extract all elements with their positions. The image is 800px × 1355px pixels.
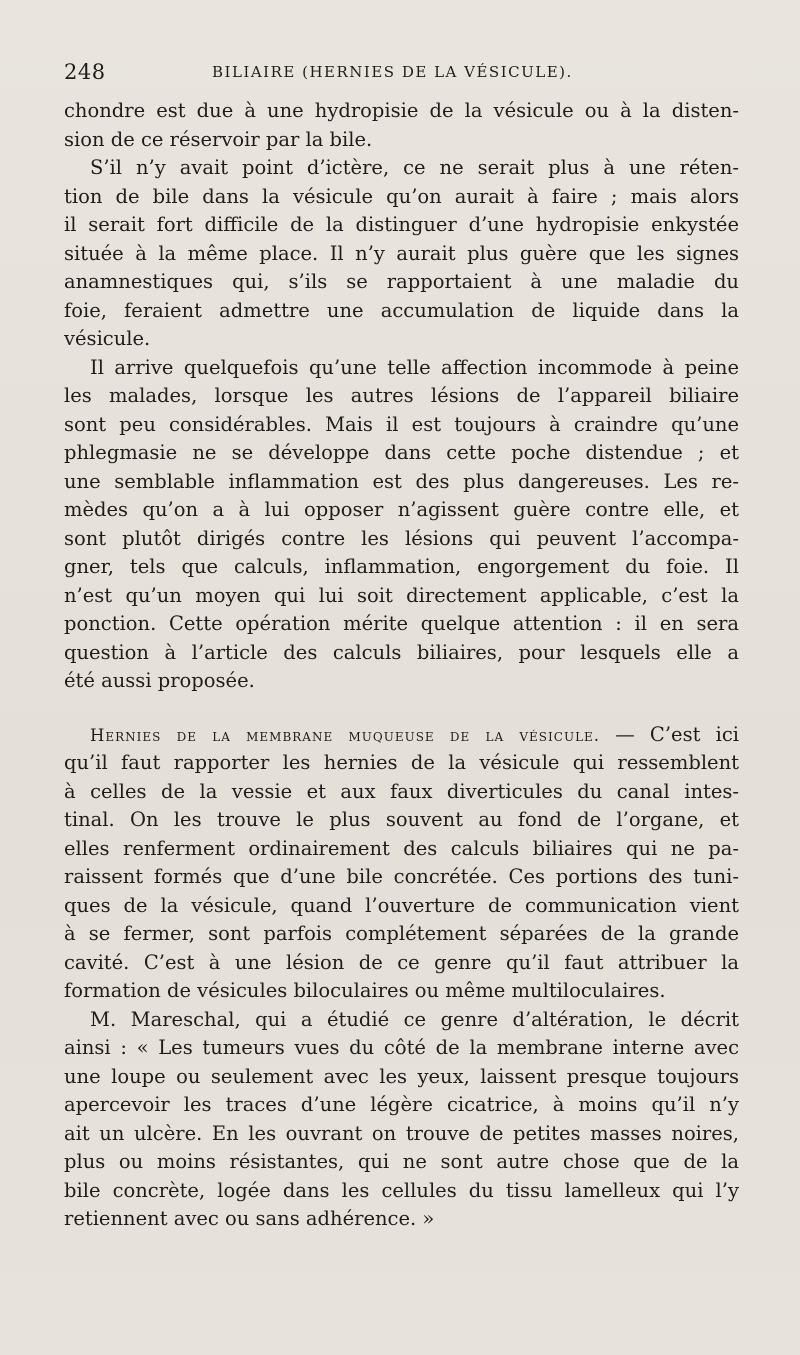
text-line: sont peu considérables. Mais il est toujours à craindre qu’une <box>64 412 739 436</box>
paragraph <box>64 354 739 696</box>
text-line: une semblable inflammation est des plus dangereuses. Les re- <box>64 469 739 493</box>
text-line: formation de vésicules biloculaires ou même multiloculaires. <box>64 979 666 1002</box>
text-line: été aussi proposée. <box>64 669 255 692</box>
text-line: sion de ce réservoir par la bile. <box>64 127 373 151</box>
text-line: ponction. Cette opération mérite quelque attention : il en sera <box>64 612 739 635</box>
page-header <box>64 60 736 90</box>
text-line: phlegmasie ne se développe dans cette poche distendue ; et <box>64 441 739 464</box>
text-line: apercevoir les traces d’une légère cicatrice, à moins qu’il n’y <box>64 1093 739 1116</box>
text-line: ainsi : « Les tumeurs vues du côté de la membrane interne avec <box>64 1036 739 1059</box>
text-line: une loupe ou seulement avec les yeux, laissent presque toujours <box>64 1064 739 1088</box>
text-line: anamnestiques qui, s’ils se rapportaient à une maladie du <box>64 270 739 293</box>
running-head: BILIAIRE (HERNIES DE LA VÉSICULE). <box>212 63 573 81</box>
text-line: il serait fort difficile de la distinguer d’une hydropisie enkystée <box>64 213 739 236</box>
text-line: M. Mareschal, qui a étudié ce genre d’altération, le décrit <box>90 1007 739 1031</box>
paragraph <box>64 721 739 1006</box>
text-line: qu’il faut rapporter les hernies de la vésicule qui ressemblent <box>64 751 739 774</box>
section-heading: Hernies de la membrane muqueuse de la vésicule. <box>90 725 601 745</box>
text-line: ait un ulcère. En les ouvrant on trouve de petites masses noires, <box>64 1121 739 1145</box>
text-line: les malades, lorsque les autres lésions de l’appareil biliaire <box>64 384 739 407</box>
text-line: S’il n’y avait point d’ictère, ce ne serait plus à une réten- <box>90 156 739 179</box>
text-line: chondre est due à une hydropisie de la vésicule ou à la disten- <box>64 99 739 122</box>
text-line: ques de la vésicule, quand l’ouverture de communication vient <box>64 893 739 917</box>
text-line: sont plutôt dirigés contre les lésions qui peuvent l’accompa- <box>64 526 739 550</box>
text-line: Il arrive quelquefois qu’une telle affection incommode à peine <box>90 355 739 379</box>
text-line: gner, tels que calculs, inflammation, engorgement du foie. Il <box>64 555 739 578</box>
text-line: mèdes qu’on a à lui opposer n’agissent guère contre elle, et <box>64 498 739 521</box>
text-line: foie, feraient admettre une accumulation de liquide dans la <box>64 298 739 322</box>
text-line: tinal. On les trouve le plus souvent au fond de l’organe, et <box>64 808 739 831</box>
text-line: tion de bile dans la vésicule qu’on aurait à faire ; mais alors <box>64 184 739 208</box>
text-line <box>64 721 739 750</box>
paragraph <box>64 154 739 354</box>
text-line: retiennent avec ou sans adhérence. » <box>64 1207 435 1230</box>
paragraph <box>64 97 739 154</box>
text-line: elles renferment ordinairement des calculs biliaires qui ne pa- <box>64 836 739 860</box>
text-line: cavité. C’est à une lésion de ce genre qu’il faut attribuer la <box>64 950 739 974</box>
text-line: à celles de la vessie et aux faux diverticules du canal intes- <box>64 779 739 803</box>
text-line: n’est qu’un moyen qui lui soit directement applicable, c’est la <box>64 583 739 607</box>
page-number: 248 <box>64 60 106 84</box>
text-line: raissent formés que d’une bile concrétée. Ces portions des tuni- <box>64 865 739 888</box>
text-line: bile concrète, logée dans les cellules du tissu lamelleux qui l’y <box>64 1178 739 1202</box>
heading-continuation: — C’est ici <box>615 722 740 746</box>
section-gap <box>64 696 739 721</box>
text-line: question à l’article des calculs biliaires, pour lesquels elle a <box>64 640 739 664</box>
body-text <box>64 97 739 1234</box>
text-line: située à la même place. Il n’y aurait plus guère que les signes <box>64 241 739 265</box>
text-line: plus ou moins résistantes, qui ne sont autre chose que de la <box>64 1150 739 1173</box>
text-line: vésicule. <box>64 327 151 350</box>
text-line: à se fermer, sont parfois complétement séparées de la grande <box>64 922 739 945</box>
paragraph <box>64 1006 739 1234</box>
